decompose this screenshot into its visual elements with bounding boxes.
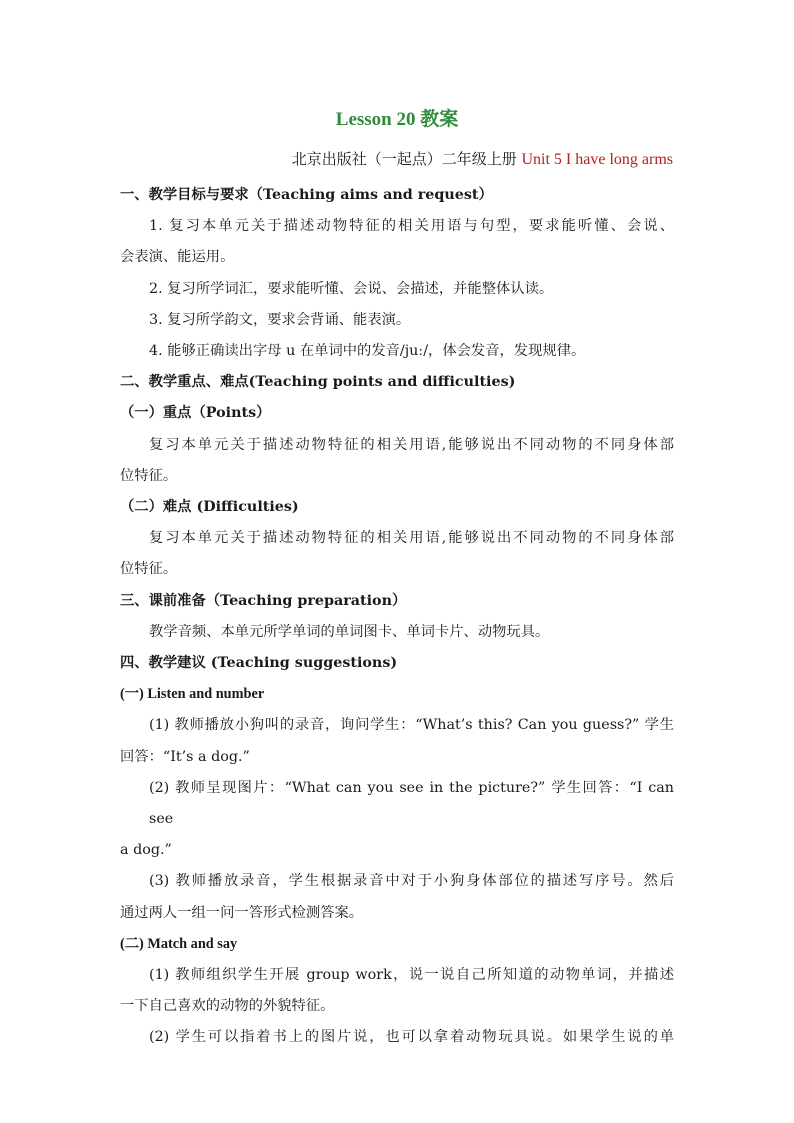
difficulties-text: 复习本单元关于描述动物特征的相关用语,能够说出不同动物的不同身体部 (149, 530, 674, 547)
listen-step-2-cont: a dog.” (120, 842, 172, 859)
match-step-2: (2) 学生可以指着书上的图片说，也可以拿着动物玩具说。如果学生说的单 (149, 1029, 674, 1046)
match-and-say-heading: (二) Match and say (120, 935, 238, 952)
listen-step-2: (2) 教师呈现图片：“What can you see in the picture?” 学生回答：“I can see (149, 779, 674, 828)
points-text: 复习本单元关于描述动物特征的相关用语,能够说出不同动物的不同身体部 (149, 436, 674, 453)
points-text-cont: 位特征。 (120, 467, 178, 484)
section2-heading: 二、教学重点、难点(Teaching points and difficulties) (120, 374, 516, 391)
preparation-text: 教学音频、本单元所学单词的单词图卡、单词卡片、动物玩具。 (149, 623, 550, 640)
difficulties-text-cont: 位特征。 (120, 561, 178, 578)
section4-heading: 四、教学建议 (Teaching suggestions) (120, 655, 398, 672)
difficulties-heading: （二）难点 (Difficulties) (120, 499, 299, 516)
aim-item-3: 3. 复习所学韵文，要求会背诵、能表演。 (149, 311, 411, 328)
section1-heading: 一、教学目标与要求（Teaching aims and request） (120, 187, 493, 203)
listen-step-1: (1) 教师播放小狗叫的录音，询问学生：“What’s this? Can you guess?” 学生 (149, 717, 674, 734)
points-heading: （一）重点（Points） (120, 405, 271, 422)
listen-step-3: (3) 教师播放录音，学生根据录音中对于小狗身体部位的描述写序号。然后 (149, 873, 674, 890)
match-step-1: (1) 教师组织学生开展 group work，说一说自己所知道的动物单词，并描述 (149, 967, 674, 984)
subtitle-publisher: 北京出版社（一起点）二年级上册 (291, 150, 522, 168)
subtitle-unit: Unit 5 I have long arms (521, 151, 673, 168)
aim-item-4: 4. 能够正确读出字母 u 在单词中的发音/juː/，体会发音，发现规律。 (149, 343, 586, 360)
listen-and-number-heading: (一) Listen and number (120, 686, 265, 703)
match-step-1-cont: 一下自己喜欢的动物的外貌特征。 (120, 998, 335, 1015)
aim-item-1: 1. 复习本单元关于描述动物特征的相关用语与句型，要求能听懂、会说、 (149, 218, 674, 235)
listen-step-1-cont: 回答：“It’s a dog.” (120, 748, 250, 765)
page-title: Lesson 20 教案 (335, 109, 459, 130)
subtitle (292, 148, 673, 169)
aim-item-1-cont: 会表演、能运用。 (120, 249, 235, 266)
aim-item-2: 2. 复习所学词汇，要求能听懂、会说、会描述，并能整体认读。 (149, 280, 554, 297)
section3-heading: 三、课前准备（Teaching preparation） (120, 592, 407, 609)
document-body (120, 180, 674, 1054)
listen-step-3-cont: 通过两人一组一问一答形式检测答案。 (120, 904, 364, 921)
